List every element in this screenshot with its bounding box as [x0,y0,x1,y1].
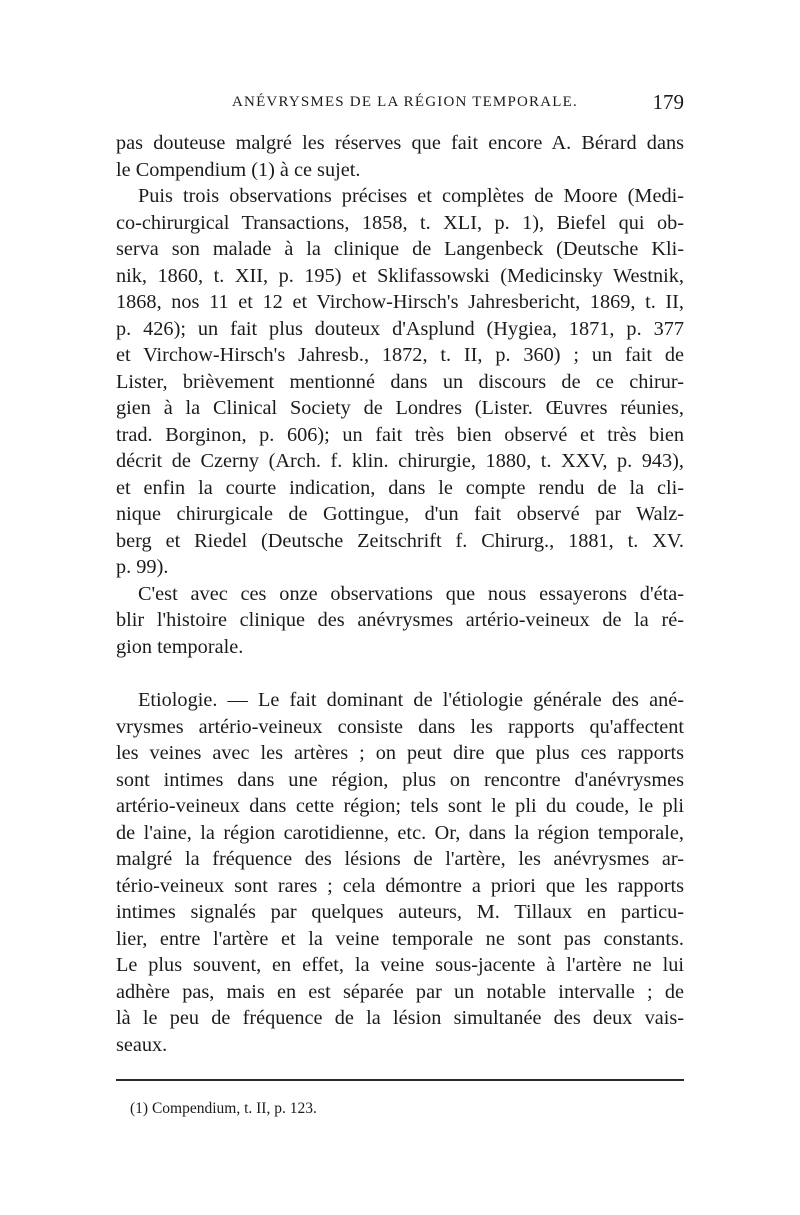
text-line: décrit de Czerny (Arch. f. klin. chirurgie, 1880, t. XXV, p. 943), [116,450,684,472]
text-line: artério-veineux dans cette région; tels sont le pli du coude, le pli [116,795,684,817]
section-gap [116,660,684,687]
text-line: là le peu de fréquence de la lésion simultanée des deux vais- [116,1007,684,1029]
text-line: Le plus souvent, en effet, la veine sous-jacente à l'artère ne lui [116,954,684,976]
text-line: Lister, brièvement mentionné dans un discours de ce chirur- [116,370,684,393]
text-line: co-chirurgical Transactions, 1858, t. XLI, p. 1), Biefel qui ob- [116,211,684,234]
text-line: le Compendium (1) à ce sujet. [116,158,361,181]
text-line: intimes signalés par quelques auteurs, M. Tillaux en particu- [116,901,684,923]
text-line: C'est avec ces onze observations que nous essayerons d'éta- [138,582,684,605]
text-line: nik, 1860, t. XII, p. 195) et Sklifassowski (Medicinsky Westnik, [116,264,684,287]
text-line: gien à la Clinical Society de Londres (Lister. Œuvres réunies, [116,397,684,419]
text-line: sont intimes dans une région, plus on rencontre d'anévrysmes [116,768,684,791]
text-line: Puis trois observations précises et complètes de Moore (Medi- [138,185,684,207]
text-line: trad. Borginon, p. 606); un fait très bien observé et très bien [116,423,684,446]
text-line: blir l'histoire clinique des anévrysmes artério-veineux de la ré- [116,609,684,631]
text-line: malgré la fréquence des lésions de l'artère, les anévrysmes ar- [116,848,684,870]
text-line: gion temporale. [116,635,244,658]
text-line: tério-veineux sont rares ; cela démontre a priori que les rapports [116,874,684,897]
body-text [116,130,684,1058]
footnote: (1) Compendium, t. II, p. 123. [130,1100,317,1117]
text-line: pas douteuse malgré les réserves que fait encore A. Bérard dans [116,132,684,154]
text-line: de l'aine, la région carotidienne, etc. Or, dans la région temporale, [116,821,684,844]
text-line: les veines avec les artères ; on peut dire que plus ces rapports [116,742,684,764]
footnote-divider [116,1079,684,1081]
page-header [0,90,684,124]
text-line: nique chirurgicale de Gottingue, d'un fait observé par Walz- [116,503,684,525]
running-title: ANÉVRYSMES DE LA RÉGION TEMPORALE. [232,94,578,110]
text-line: lier, entre l'artère et la veine temporale ne sont pas constants. [116,927,684,950]
text-line: et Virchow-Hirsch's Jahresb., 1872, t. II, p. 360) ; un fait de [116,344,684,366]
page-number: 179 [652,90,684,114]
text-line: 1868, nos 11 et 12 et Virchow-Hirsch's Jahresbericht, 1869, t. II, [116,291,684,313]
text-line: vrysmes artério-veineux consiste dans les rapports qu'affectent [116,715,684,738]
text-line: et enfin la courte indication, dans le compte rendu de la cli- [116,476,684,499]
text-line: berg et Riedel (Deutsche Zeitschrift f. Chirurg., 1881, t. XV. [116,529,684,552]
text-line: adhère pas, mais en est séparée par un notable intervalle ; de [116,980,684,1003]
text-line: p. 426); un fait plus douteux d'Asplund (Hygiea, 1871, p. 377 [116,317,684,340]
text-line: serva son malade à la clinique de Langenbeck (Deutsche Kli- [116,238,684,260]
text-line: p. 99). [116,556,169,578]
text-line: seaux. [116,1033,168,1056]
text-line: Etiologie. — Le fait dominant de l'étiologie générale des ané- [138,689,684,711]
